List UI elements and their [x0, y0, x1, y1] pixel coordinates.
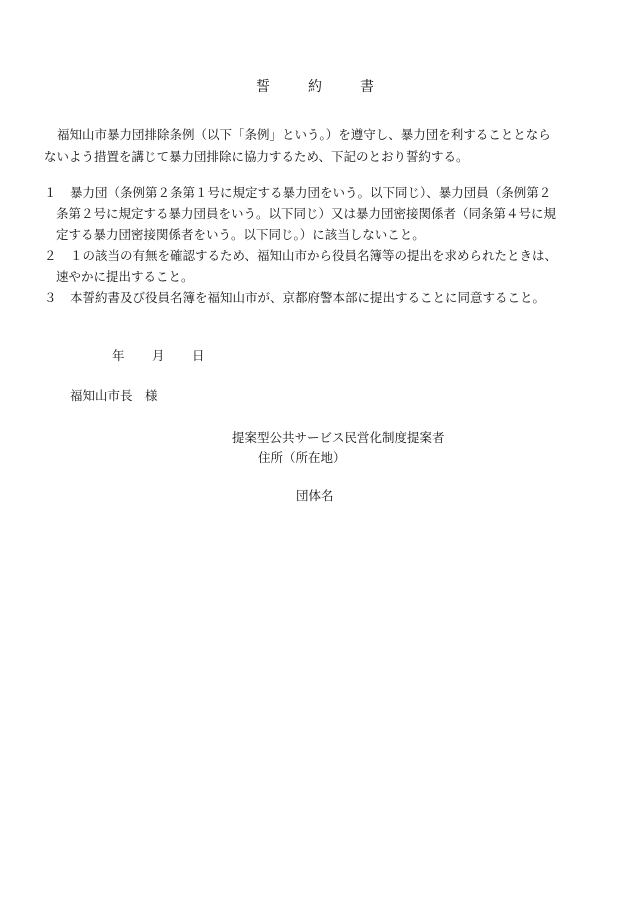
- pledge-items: [44, 182, 592, 308]
- group-name-label: 団体名: [296, 488, 334, 503]
- item-number: １: [44, 185, 57, 200]
- proposer-label: 提案型公共サービス民営化制度提案者: [232, 430, 445, 445]
- item-number: ２: [44, 248, 57, 263]
- pledge-item-2: [44, 245, 592, 287]
- item-line: 速やかに提出すること。: [56, 269, 194, 284]
- intro-line: ないよう措置を講じて暴力団排除に協力するため、下記のとおり誓約する。: [44, 149, 469, 164]
- address-label: 住所（所在地）: [258, 450, 346, 465]
- date-line: [112, 346, 205, 364]
- pledge-item-1: [44, 182, 592, 245]
- intro-line: 福知山市暴力団排除条例（以下「条例」という。）を遵守し、暴力団を利することとなら: [57, 127, 551, 142]
- date-day: 日: [192, 348, 205, 363]
- date-month: 月: [152, 348, 165, 363]
- item-line: １の該当の有無を確認するため、福知山市から役員名簿等の提出を求められたときは、: [70, 248, 558, 263]
- item-line: 本誓約書及び役員名簿を福知山市が、京都府警本部に提出することに同意すること。: [70, 290, 546, 305]
- item-line: 定する暴力団密接関係者をいう。以下同じ。）に該当しないこと。: [56, 227, 425, 242]
- intro-paragraph: [44, 124, 592, 168]
- proposer-block: [232, 428, 445, 468]
- document-title: 誓 約 書: [256, 79, 386, 95]
- item-number: ３: [44, 290, 57, 305]
- date-year: 年: [112, 348, 125, 363]
- item-line: 条第２号に規定する暴力団員をいう。以下同じ）又は暴力団密接関係者（同条第４号に規: [56, 206, 557, 221]
- item-line: 暴力団（条例第２条第１号に規定する暴力団をいう。以下同じ）、暴力団員（条例第２: [70, 185, 552, 200]
- addressee: 福知山市長 様: [70, 388, 158, 403]
- pledge-item-3: [44, 287, 592, 308]
